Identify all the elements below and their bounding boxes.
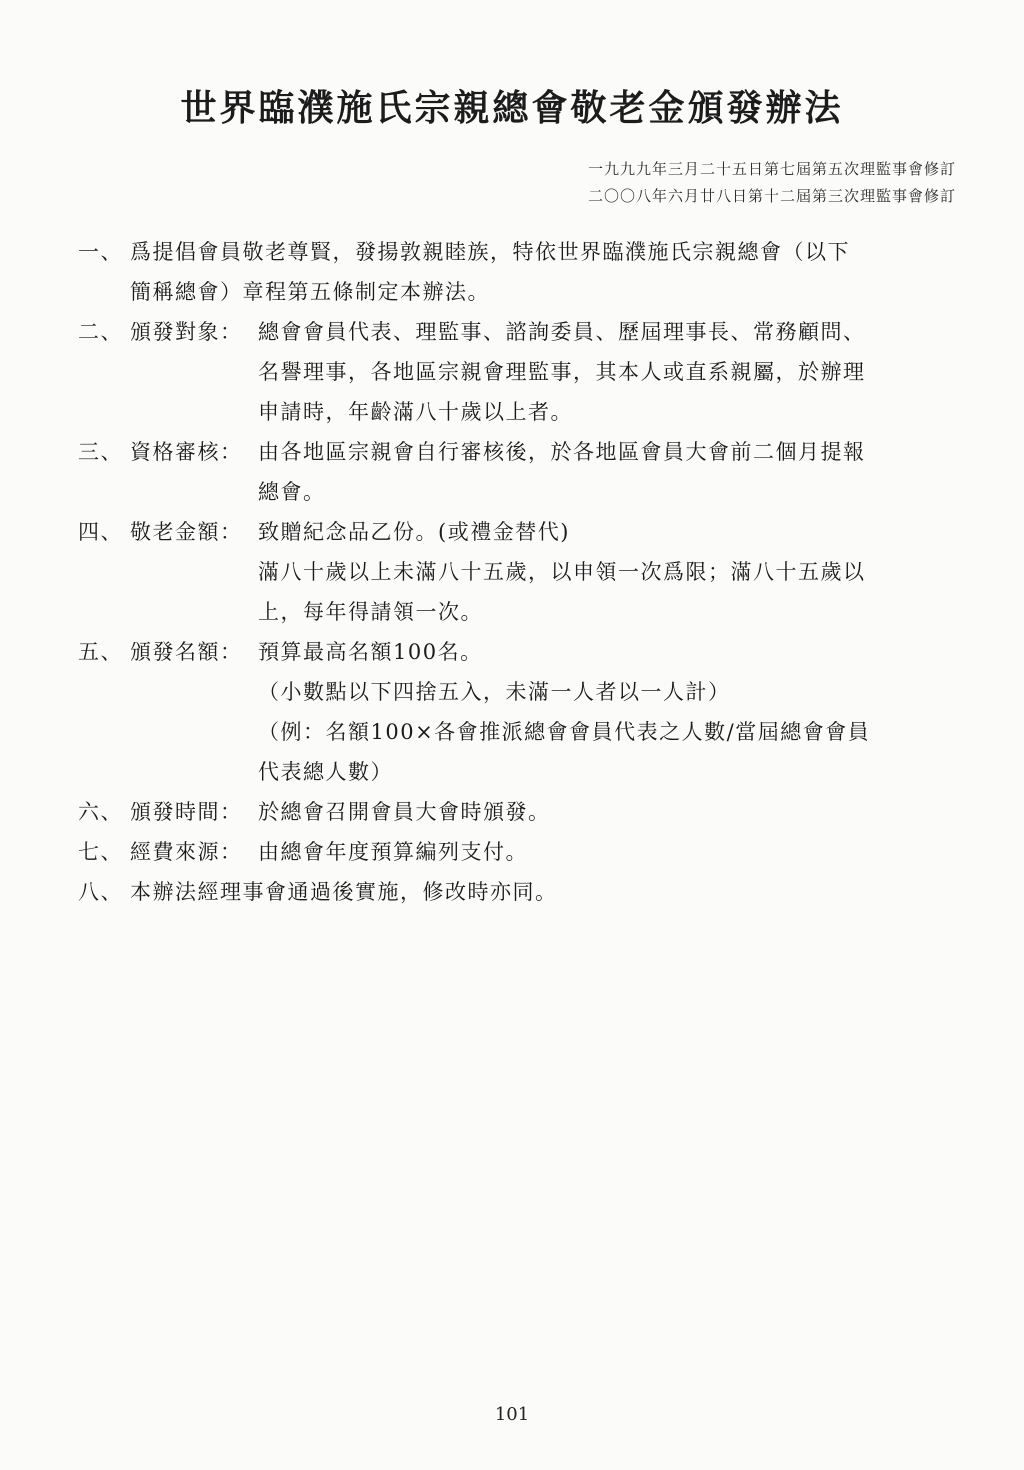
article-number: 二、 — [78, 320, 123, 344]
article-line: 預算最高名額100名。 — [258, 640, 483, 664]
article-number: 八、 — [78, 880, 123, 904]
article-line: 致贈紀念品乙份。(或禮金替代) — [258, 520, 570, 544]
revision-note: 二〇〇八年六月廿八日第十二屆第三次理監事會修訂 — [587, 187, 956, 205]
article-line: 本辦法經理事會通過後實施，修改時亦同。 — [130, 880, 558, 904]
article-line: 簡稱總會）章程第五條制定本辦法。 — [130, 280, 490, 304]
article-number: 一、 — [78, 240, 123, 264]
article-line: 由總會年度預算編列支付。 — [258, 840, 528, 864]
article-5 — [78, 632, 958, 792]
article-heading: 頒發對象： — [130, 320, 243, 344]
article-8 — [78, 872, 958, 912]
revision-notes — [588, 156, 956, 210]
article-text — [258, 432, 958, 512]
article-text — [258, 512, 958, 632]
article-heading: 資格審核： — [130, 440, 243, 464]
article-1 — [78, 232, 958, 312]
article-number: 五、 — [78, 640, 123, 664]
article-line: 名譽理事，各地區宗親會理監事，其本人或直系親屬，於辦理 — [258, 360, 866, 384]
article-line: 代表總人數） — [258, 760, 393, 784]
article-text — [258, 832, 958, 872]
article-line: 總會會員代表、理監事、諮詢委員、歷屆理事長、常務顧問、 — [258, 320, 866, 344]
article-text — [258, 792, 958, 832]
article-2 — [78, 312, 958, 432]
article-line: 由各地區宗親會自行審核後，於各地區會員大會前二個月提報 — [258, 440, 866, 464]
articles-list — [78, 232, 958, 912]
article-4 — [78, 512, 958, 632]
article-line: 總會。 — [258, 480, 326, 504]
article-line: 申請時，年齡滿八十歲以上者。 — [258, 400, 573, 424]
article-heading: 頒發時間： — [130, 800, 243, 824]
article-number: 三、 — [78, 440, 123, 464]
article-number: 六、 — [78, 800, 123, 824]
article-3 — [78, 432, 958, 512]
article-6 — [78, 792, 958, 832]
article-line: （小數點以下四捨五入，未滿一人者以一人計） — [258, 680, 731, 704]
article-line: 上，每年得請領一次。 — [258, 600, 483, 624]
page-number: 101 — [494, 1404, 530, 1425]
article-line: 滿八十歲以上未滿八十五歲，以申領一次爲限；滿八十五歲以 — [258, 560, 866, 584]
article-text — [130, 232, 958, 312]
article-number: 四、 — [78, 520, 123, 544]
article-number: 七、 — [78, 840, 123, 864]
article-line: 於總會召開會員大會時頒發。 — [258, 800, 551, 824]
article-line: （例：名額100×各會推派總會會員代表之人數/當屆總會會員 — [258, 720, 871, 744]
article-7 — [78, 832, 958, 872]
article-heading: 頒發名額： — [130, 640, 243, 664]
revision-note: 一九九九年三月二十五日第七屆第五次理監事會修訂 — [587, 160, 956, 178]
article-heading: 經費來源： — [130, 840, 243, 864]
document-title: 世界臨濮施氏宗親總會敬老金頒發辦法 — [180, 87, 844, 129]
article-heading: 敬老金額： — [130, 520, 243, 544]
article-line: 爲提倡會員敬老尊賢，發揚敦親睦族，特依世界臨濮施氏宗親總會（以下 — [130, 240, 850, 264]
article-text — [258, 312, 958, 432]
article-text — [130, 872, 958, 912]
article-text — [258, 632, 958, 792]
